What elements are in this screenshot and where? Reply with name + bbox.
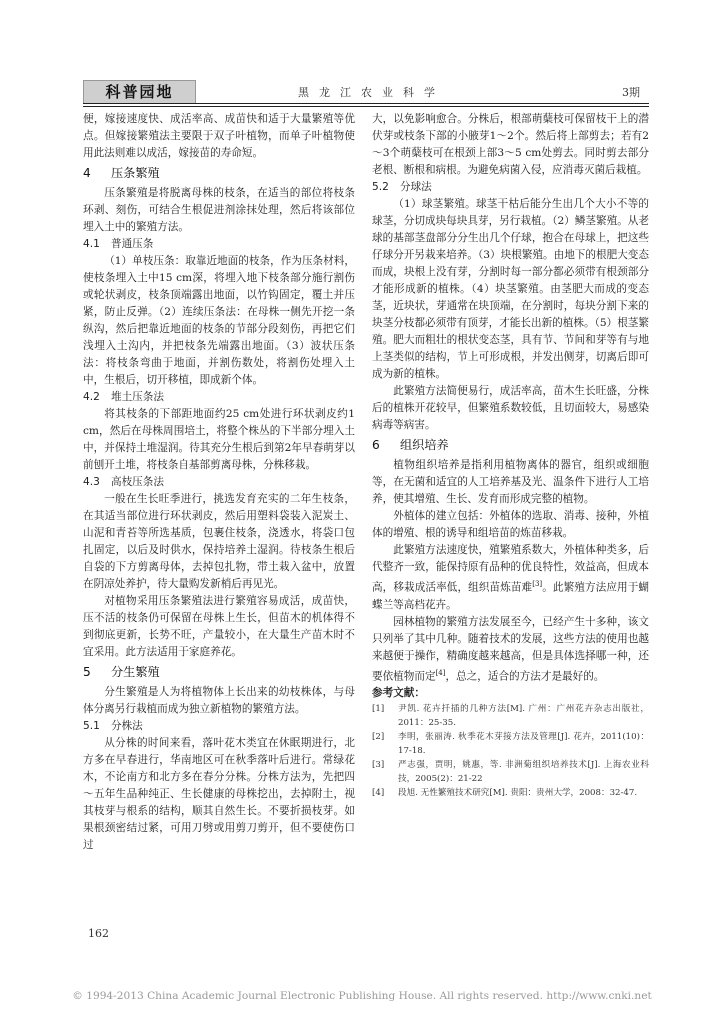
header-rule-thin xyxy=(83,106,649,107)
left-column xyxy=(83,111,355,854)
issue-number: 3期 xyxy=(622,86,640,99)
paragraph: 压条繁殖是将脱离母株的枝条，在适当的部位将枝条环剥、刻伤，可结合生根促进剂涂抹处理，然后将该部位埋入土中的繁殖方法。 xyxy=(83,187,355,233)
paragraph: 植物组织培养是指利用植物离体的器官，组织或细胞等，在无菌和适宜的人工培养基及光、温条件下进行人工培养，使其增殖、生长、发育而形成完整的植物。 xyxy=(372,459,649,505)
paragraph: 园林植物的繁殖方法发展至今，已经产生十多种，该文只列举了其中几种。随着技术的发展，这些方法的使用也越来越便于操作，精确度越来越高，但是具体选择哪一种，还要依植物而定[4]，总之，适合的方法才是最好的。 xyxy=(372,615,649,683)
page-number: 162 xyxy=(88,927,109,940)
subsection-heading: 4.3 高枝压条法 xyxy=(83,476,164,488)
journal-title: 黑龙江农业科学 xyxy=(298,86,445,99)
paragraph: 外植体的建立包括：外植体的选取、消毒、接种，外植体的增殖、根的诱导和组培苗的炼苗移栽。 xyxy=(372,510,649,539)
citation-mark: [4] xyxy=(435,668,446,677)
paragraph: 将其枝条的下部距地面约25 cm处进行环状剥皮约1 cm，然后在母株周围培土，将整个株丛的下半部分埋入土中，并保持土堆湿润。待其充分生根后到第2年早春萌芽以前刨开土堆，将枝条自基部剪离母株，分株移栽。 xyxy=(83,408,355,471)
references-title: 参考文献： xyxy=(372,687,425,700)
paragraph: 大，以免影响愈合。分株后，根部萌蘖枝可保留枝干上的潜伏芽或枝条下部的小腋芽1～2个。然后将上部剪去；若有2～3个萌蘖枝可在根颈上部3～5 cm处剪去。同时剪去部分老根、断根和病根。为避免病菌入侵，应消毒灭菌后栽植。 xyxy=(372,113,649,176)
header-rule xyxy=(83,103,649,104)
reference-item: [2] 李明，张丽涛. 秋季花木芽接方法及管理[J]. 花卉，2011(10)：17-18. xyxy=(372,732,649,757)
section-heading: 4 压条繁殖 xyxy=(83,166,160,180)
paragraph: （1）球茎繁殖。球茎干枯后能分生出几个大小不等的球茎，分切成块每块具芽，另行栽植。（2）鳞茎繁殖。从老球的基部茎盘部分分生出几个仔球，抱合在母球上，把这些仔球分开另栽来培养。（3）块根繁殖。由地下的根肥大变态而成，块根上没有芽，分割时每一部分都必须带有根颈部分才能形成新的植株。（4）块茎繁殖。由茎肥大而成的变态茎，近块状，芽通常在块顶端，在分割时，每块分割下来的块茎分枝都必须带有顶芽，才能长出新的植株。（5）根茎繁殖。肥大而粗壮的根状变态茎，具有节、节间和芽等有与地上茎类似的结构，节上可形成根，并发出侧芽，切离后即可成为新的植株。 xyxy=(372,198,649,380)
subsection-heading: 5.1 分株法 xyxy=(83,720,143,732)
paragraph: 对植物采用压条繁殖法进行繁殖容易成活，成苗快，压不活的枝条仍可保留在母株上生长，但苗木的机体得不到彻底更新，长势不旺，产量较小，在大量生产苗木时不宜采用。此方法适用于家庭养花。 xyxy=(83,595,355,658)
paragraph: （1）单枝压条：取靠近地面的枝条，作为压条材料，使枝条埋入土中15 cm深，将埋入地下枝条部分施行割伤或轮状剥皮，枝条顶端露出地面，以竹钩固定，覆土并压紧，防止反弹。（2）连续压条法：在母株一侧先开挖一条纵沟，然后把靠近地面的枝条的节部分段刻伤，再把它们浅埋入土沟内，并把枝条先端露出地面。（3）波状压条法：将枝条弯曲于地面，并割伤数处，将割伤处埋入土中，生根后，切开移植，即成新个体。 xyxy=(83,255,355,386)
subsection-heading: 4.1 普通压条 xyxy=(83,238,154,250)
paragraph: 此繁殖方法速度快，殖繁殖系数大，外植体种类多，后代整齐一致，能保持原有品种的优良特性，效益高，但成本高，移栽成活率低，组织苗炼苗难[3]。此繁殖方法应用于蝴蝶兰等高档花卉。 xyxy=(372,544,650,611)
section-label: 科普园地 xyxy=(83,80,196,104)
paragraph: 从分株的时间来看，落叶花木类宜在休眠期进行，北方多在早春进行，华南地区可在秋季落叶后进行。常绿花木，不论南方和北方多在春分分株。分株方法为，先把四～五年生品种纯正、生长健康的母株挖出，去掉附土，视其枝芽与根系的结构，顺其自然生长。不要折损枝芽。如果根颈密结过紧，可用刀劈或用剪刀剪开，但不要使伤口过 xyxy=(83,737,355,851)
reference-item: [4] 段旭. 无性繁殖技术研究[M]. 贵阳：贵州大学，2008：32-47. xyxy=(372,788,638,799)
paragraph: 此繁殖方法简便易行，成活率高，苗木生长旺盛，分株后的植株开花较早，但繁殖系数较低，且切面较大，易感染病毒等病害。 xyxy=(372,385,649,431)
paragraph: 便，嫁接速度快、成活率高、成苗快和适于大量繁殖等优点。但嫁接繁殖法主要限于双子叶植物，而单子叶植物使用此法则难以成活，嫁接苗的寿命短。 xyxy=(83,113,355,159)
subsection-heading: 4.2 堆土压条法 xyxy=(83,391,164,403)
paragraph: 一般在生长旺季进行，挑选发育充实的二年生枝条，在其适当部位进行环状剥皮，然后用塑料袋装入泥炭土、山泥和青苔等所选基质，包裹住枝条，浇透水，将袋口包扎固定，以后及时供水，保持培养土湿润。待枝条生根后自袋的下方剪离母体，去掉包扎物，带土栽入盆中，放置在阴凉处养护，待大量购发新梢后再见光。 xyxy=(83,493,355,590)
section-heading: 5 分生繁殖 xyxy=(83,665,160,679)
right-column xyxy=(372,111,649,800)
reference-item: [3] 严志强，贾明，姚惠，等. 非洲菊组织培养技术[J]. 上海农业科技，2005(2)：21-22 xyxy=(372,760,649,785)
citation-mark: [3] xyxy=(532,580,543,588)
section-heading: 6 组织培养 xyxy=(372,438,449,452)
reference-item: [1] 尹凯. 花卉扦插的几种方法[M]. 广州：广州花卉杂志出版社，2011：25-35. xyxy=(372,704,649,729)
copyright-footer: © 1994-2013 China Academic Journal Electronic Publishing House. All rights reserved. http://www.cnki.net xyxy=(72,990,652,1002)
paragraph: 分生繁殖是人为将植物体上长出来的幼枝株体，与母体分离另行栽植而成为独立新植物的繁殖方法。 xyxy=(83,686,355,715)
subsection-heading: 5.2 分球法 xyxy=(372,181,432,193)
